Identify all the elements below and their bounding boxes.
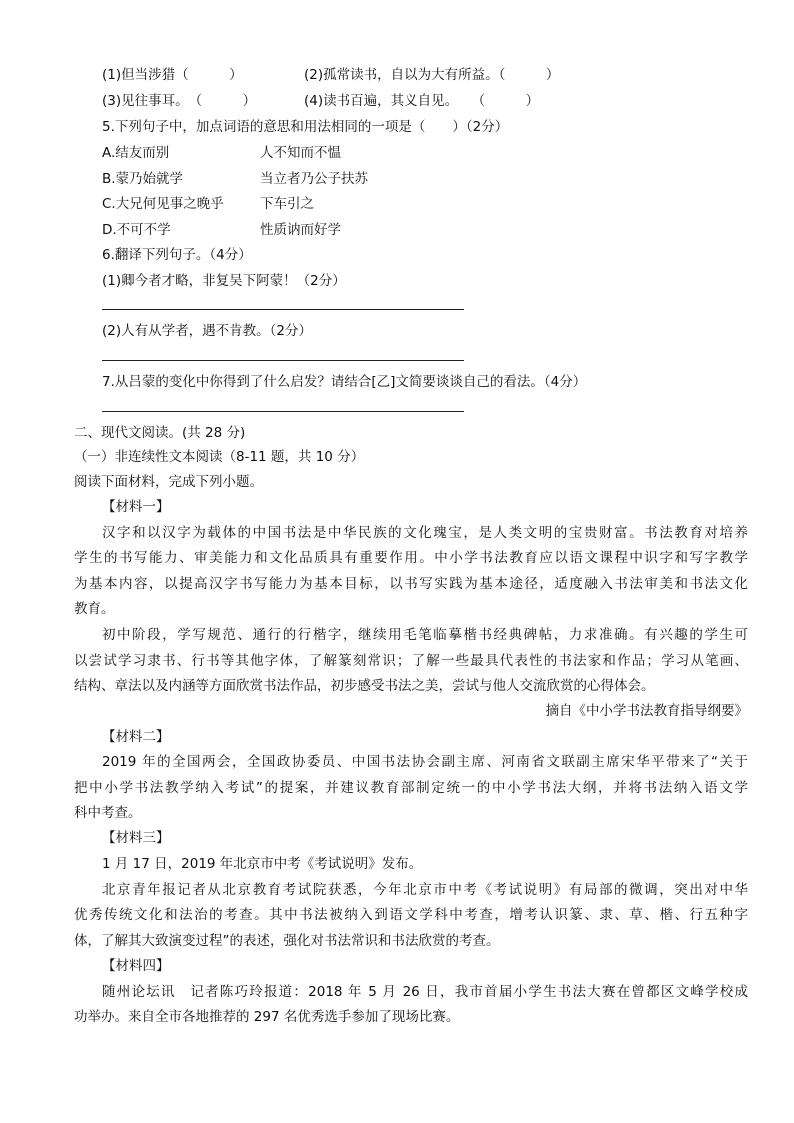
q4-item-1: (1)但当涉猎（ ） bbox=[102, 67, 243, 83]
material-4-title: 【材料四】 bbox=[102, 958, 170, 974]
q4-item-3: (3)见往事耳。 （ ） bbox=[102, 93, 257, 109]
answer-line-2[interactable] bbox=[102, 360, 464, 361]
q5-option-d: D.不可不学 bbox=[102, 222, 171, 238]
answer-line-1[interactable] bbox=[102, 309, 464, 310]
subsection-heading: （一）非连续性文本阅读（8-11 题，共 10 分） bbox=[74, 449, 365, 465]
m2-line-2: 把中小学书法教学纳入考试”的提案，并建议教育部制定统一的中小学书法大纲，并将书法纳入语文学 bbox=[74, 780, 748, 796]
q5-option-b-pair: 当立者乃公子扶苏 bbox=[260, 171, 368, 187]
m1-p1-line-4: 教育。 bbox=[74, 601, 115, 617]
m3-date-line: 1 月 17 日，2019 年北京市中考《考试说明》发布。 bbox=[102, 856, 423, 872]
q5-option-d-pair: 性质讷而好学 bbox=[260, 222, 341, 238]
m1-p2-line-3: 结构、章法以及内涵等方面欣赏书法作品，初步感受书法之美，尝试与他人交流欣赏的心得体会。 bbox=[74, 678, 655, 694]
q5-option-a: A.结友而别 bbox=[102, 145, 170, 161]
material-3-title: 【材料三】 bbox=[102, 830, 170, 846]
m1-p1-line-1: 汉字和以汉字为载体的中国书法是中华民族的文化瑰宝，是人类文明的宝贵财富。书法教育对培养 bbox=[102, 525, 748, 541]
m2-line-3: 科中考查。 bbox=[74, 805, 142, 821]
m4-line-1: 随州论坛讯 记者陈巧玲报道：2018 年 5 月 26 日，我市首届小学生书法大赛在曾都区文峰学校成 bbox=[102, 984, 748, 1000]
m3-line-2: 优秀传统文化和法治的考查。其中书法被纳入到语文学科中考查，增考认识篆、隶、草、楷、行五种字 bbox=[74, 907, 748, 923]
m3-line-1: 北京青年报记者从北京教育考试院获悉，今年北京市中考《考试说明》有局部的微调，突出对中华 bbox=[102, 882, 748, 898]
q5-option-b: B.蒙乃始就学 bbox=[102, 171, 184, 187]
m4-line-2: 功举办。来自全市各地推荐的 297 名优秀选手参加了现场比赛。 bbox=[74, 1009, 460, 1025]
m1-p1-line-2: 学生的书写能力、审美能力和文化品质具有重要作用。中小学书法教育应以语文课程中识字和写字教学 bbox=[74, 550, 748, 566]
m1-p1-line-3: 为基本内容，以提高汉字书写能力为基本目标，以书写实践为基本途径，适度融入书法审美和书法文化 bbox=[74, 576, 748, 592]
section-heading: 二、现代文阅读。(共 28 分) bbox=[74, 425, 246, 441]
reading-instruction: 阅读下面材料，完成下列小题。 bbox=[74, 474, 263, 490]
q7-stem: 7.从吕蒙的变化中你得到了什么启发？请结合[乙]文简要谈谈自己的看法。（4分） bbox=[102, 374, 587, 390]
answer-line-3[interactable] bbox=[102, 411, 464, 412]
q6-sentence-1: (1)卿今者才略，非复吴下阿蒙！（2分） bbox=[102, 273, 346, 289]
q4-item-2: (2)孤常读书，自以为大有所益。（ ） bbox=[304, 67, 560, 83]
q6-sentence-2: (2)人有从学者，遇不肯教。（2分） bbox=[102, 323, 312, 339]
m1-source: 摘自《中小学书法教育指导纲要》 bbox=[545, 703, 748, 719]
q4-item-4: (4)读书百遍，其义自见。 （ ） bbox=[304, 93, 540, 109]
material-2-title: 【材料二】 bbox=[102, 729, 170, 745]
q5-option-a-pair: 人不知而不愠 bbox=[260, 145, 341, 161]
material-1-title: 【材料一】 bbox=[102, 499, 170, 515]
m3-line-3: 体，了解其大致演变过程”的表述，强化对书法常识和书法欣赏的考查。 bbox=[74, 933, 500, 949]
m1-p2-line-1: 初中阶段，学写规范、通行的行楷字，继续用毛笔临摹楷书经典碑帖，力求准确。有兴趣的学生可 bbox=[102, 627, 748, 643]
q5-stem: 5.下列句子中，加点词语的意思和用法相同的一项是（ ）（2分） bbox=[102, 119, 509, 135]
q5-option-c-pair: 下车引之 bbox=[260, 196, 314, 212]
m1-p2-line-2: 以尝试学习隶书、行书等其他字体，了解篆刻常识；了解一些最具代表性的书法家和作品；学习从笔画、 bbox=[74, 653, 748, 669]
q6-stem: 6.翻译下列句子。（4分） bbox=[102, 247, 252, 263]
q5-option-c: C.大兄何见事之晚乎 bbox=[102, 196, 224, 212]
m2-line-1: 2019 年的全国两会，全国政协委员、中国书法协会副主席、河南省文联副主席宋华平带来了“关于 bbox=[102, 754, 748, 770]
